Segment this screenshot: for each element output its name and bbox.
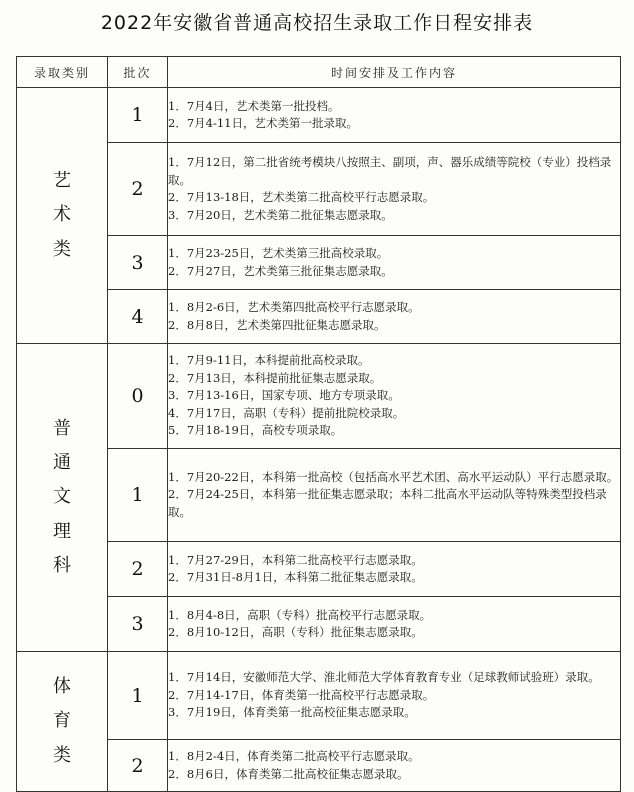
list-item: 2．7月13-18日，艺术类第二批高校平行志愿录取。 xyxy=(168,190,435,204)
content-cell xyxy=(168,88,621,143)
table-row xyxy=(17,344,621,449)
table-row xyxy=(17,236,621,290)
list-item: 1．7月12日，第二批省统考模块八按照主、副项，声、器乐成绩等院校（专业）投档录取。 xyxy=(168,155,612,187)
list-item: 1．7月9-11日，本科提前批高校录取。 xyxy=(168,353,370,368)
category-cell xyxy=(17,344,108,652)
category-label: 艺术类 xyxy=(52,170,71,260)
content-cell xyxy=(168,740,621,792)
list-item: 1．7月20-22日，本科第一批高校（包括高水平艺术团、高水平运动队）平行志愿录取。 xyxy=(168,469,619,484)
header-category: 录取类别 xyxy=(17,57,108,88)
batch-cell: 3 xyxy=(108,236,168,290)
batch-cell: 4 xyxy=(108,290,168,344)
table-row xyxy=(17,290,621,344)
batch-cell: 3 xyxy=(108,597,168,652)
batch-cell: 2 xyxy=(108,740,168,792)
table-row xyxy=(17,542,621,597)
content-cell xyxy=(168,652,621,740)
header-batch: 批次 xyxy=(108,57,168,88)
category-label: 普通文理科 xyxy=(52,418,71,576)
table-row xyxy=(17,740,621,792)
list-item: 5．7月18-19日，高校专项录取。 xyxy=(168,423,343,438)
list-item: 3．7月13-16日，国家专项、地方专项录取。 xyxy=(168,388,400,403)
category-label: 体育类 xyxy=(52,676,71,766)
batch-cell: 1 xyxy=(108,652,168,740)
content-cell xyxy=(168,597,621,652)
table-row xyxy=(17,597,621,652)
table-row xyxy=(17,449,621,542)
batch-cell: 1 xyxy=(108,449,168,542)
list-item: 2．7月31日-8月1日，本科第二批征集志愿录取。 xyxy=(168,570,423,584)
list-item: 2．8月8日，艺术类第四批征集志愿录取。 xyxy=(168,317,386,332)
batch-cell: 2 xyxy=(108,143,168,236)
page-title: 2022年安徽省普通高校招生录取工作日程安排表 xyxy=(100,12,534,34)
content-cell xyxy=(168,143,621,236)
category-cell xyxy=(17,652,108,792)
content-cell xyxy=(168,290,621,344)
list-item: 2．7月4-11日，艺术类第一批录取。 xyxy=(168,116,358,130)
content-cell xyxy=(168,449,621,542)
list-item: 1．7月14日，安徽师范大学、淮北师范大学体育教育专业（足球教师试验班）录取。 xyxy=(168,670,600,685)
table-row xyxy=(17,143,621,236)
list-item: 1．8月4-8日，高职（专科）批高校平行志愿录取。 xyxy=(168,607,432,622)
list-item: 3．7月19日，体育类第一批高校征集志愿录取。 xyxy=(168,705,416,720)
list-item: 2．7月13日，本科提前批征集志愿录取。 xyxy=(168,370,382,385)
list-item: 2．7月27日，艺术类第三批征集志愿录取。 xyxy=(168,263,393,278)
list-item: 2．8月10-12日，高职（专科）批征集志愿录取。 xyxy=(168,625,423,639)
table-header-row xyxy=(17,57,621,88)
list-item: 1．8月2-6日，艺术类第四批高校平行志愿录取。 xyxy=(168,300,420,314)
content-cell xyxy=(168,236,621,290)
table-row xyxy=(17,652,621,740)
list-item: 3．7月20日，艺术类第二批征集志愿录取。 xyxy=(168,207,393,222)
category-cell xyxy=(17,88,108,344)
list-item: 1．7月23-25日，艺术类第三批高校录取。 xyxy=(168,246,389,260)
list-item: 2．7月14-17日，体育类第一批高校平行志愿录取。 xyxy=(168,687,435,702)
schedule-table xyxy=(16,56,621,792)
content-cell xyxy=(168,542,621,597)
list-item: 1．7月4日，艺术类第一批投档。 xyxy=(168,98,340,113)
content-cell xyxy=(168,344,621,449)
list-item: 4．7月17日，高职（专科）提前批院校录取。 xyxy=(168,405,405,420)
list-item: 1．7月27-29日，本科第二批高校平行志愿录取。 xyxy=(168,552,423,567)
list-item: 2．7月24-25日，本科第一批征集志愿录取；本科二批高水平运动队等特殊类型投档录取。 xyxy=(168,487,607,519)
batch-cell: 0 xyxy=(108,344,168,449)
batch-cell: 1 xyxy=(108,88,168,143)
list-item: 1．8月2-4日，体育类第二批高校平行志愿录取。 xyxy=(168,749,420,763)
header-content: 时间安排及工作内容 xyxy=(168,57,621,88)
batch-cell: 2 xyxy=(108,542,168,597)
table-row xyxy=(17,88,621,143)
list-item: 2．8月6日，体育类第二批高校征集志愿录取。 xyxy=(168,766,409,781)
